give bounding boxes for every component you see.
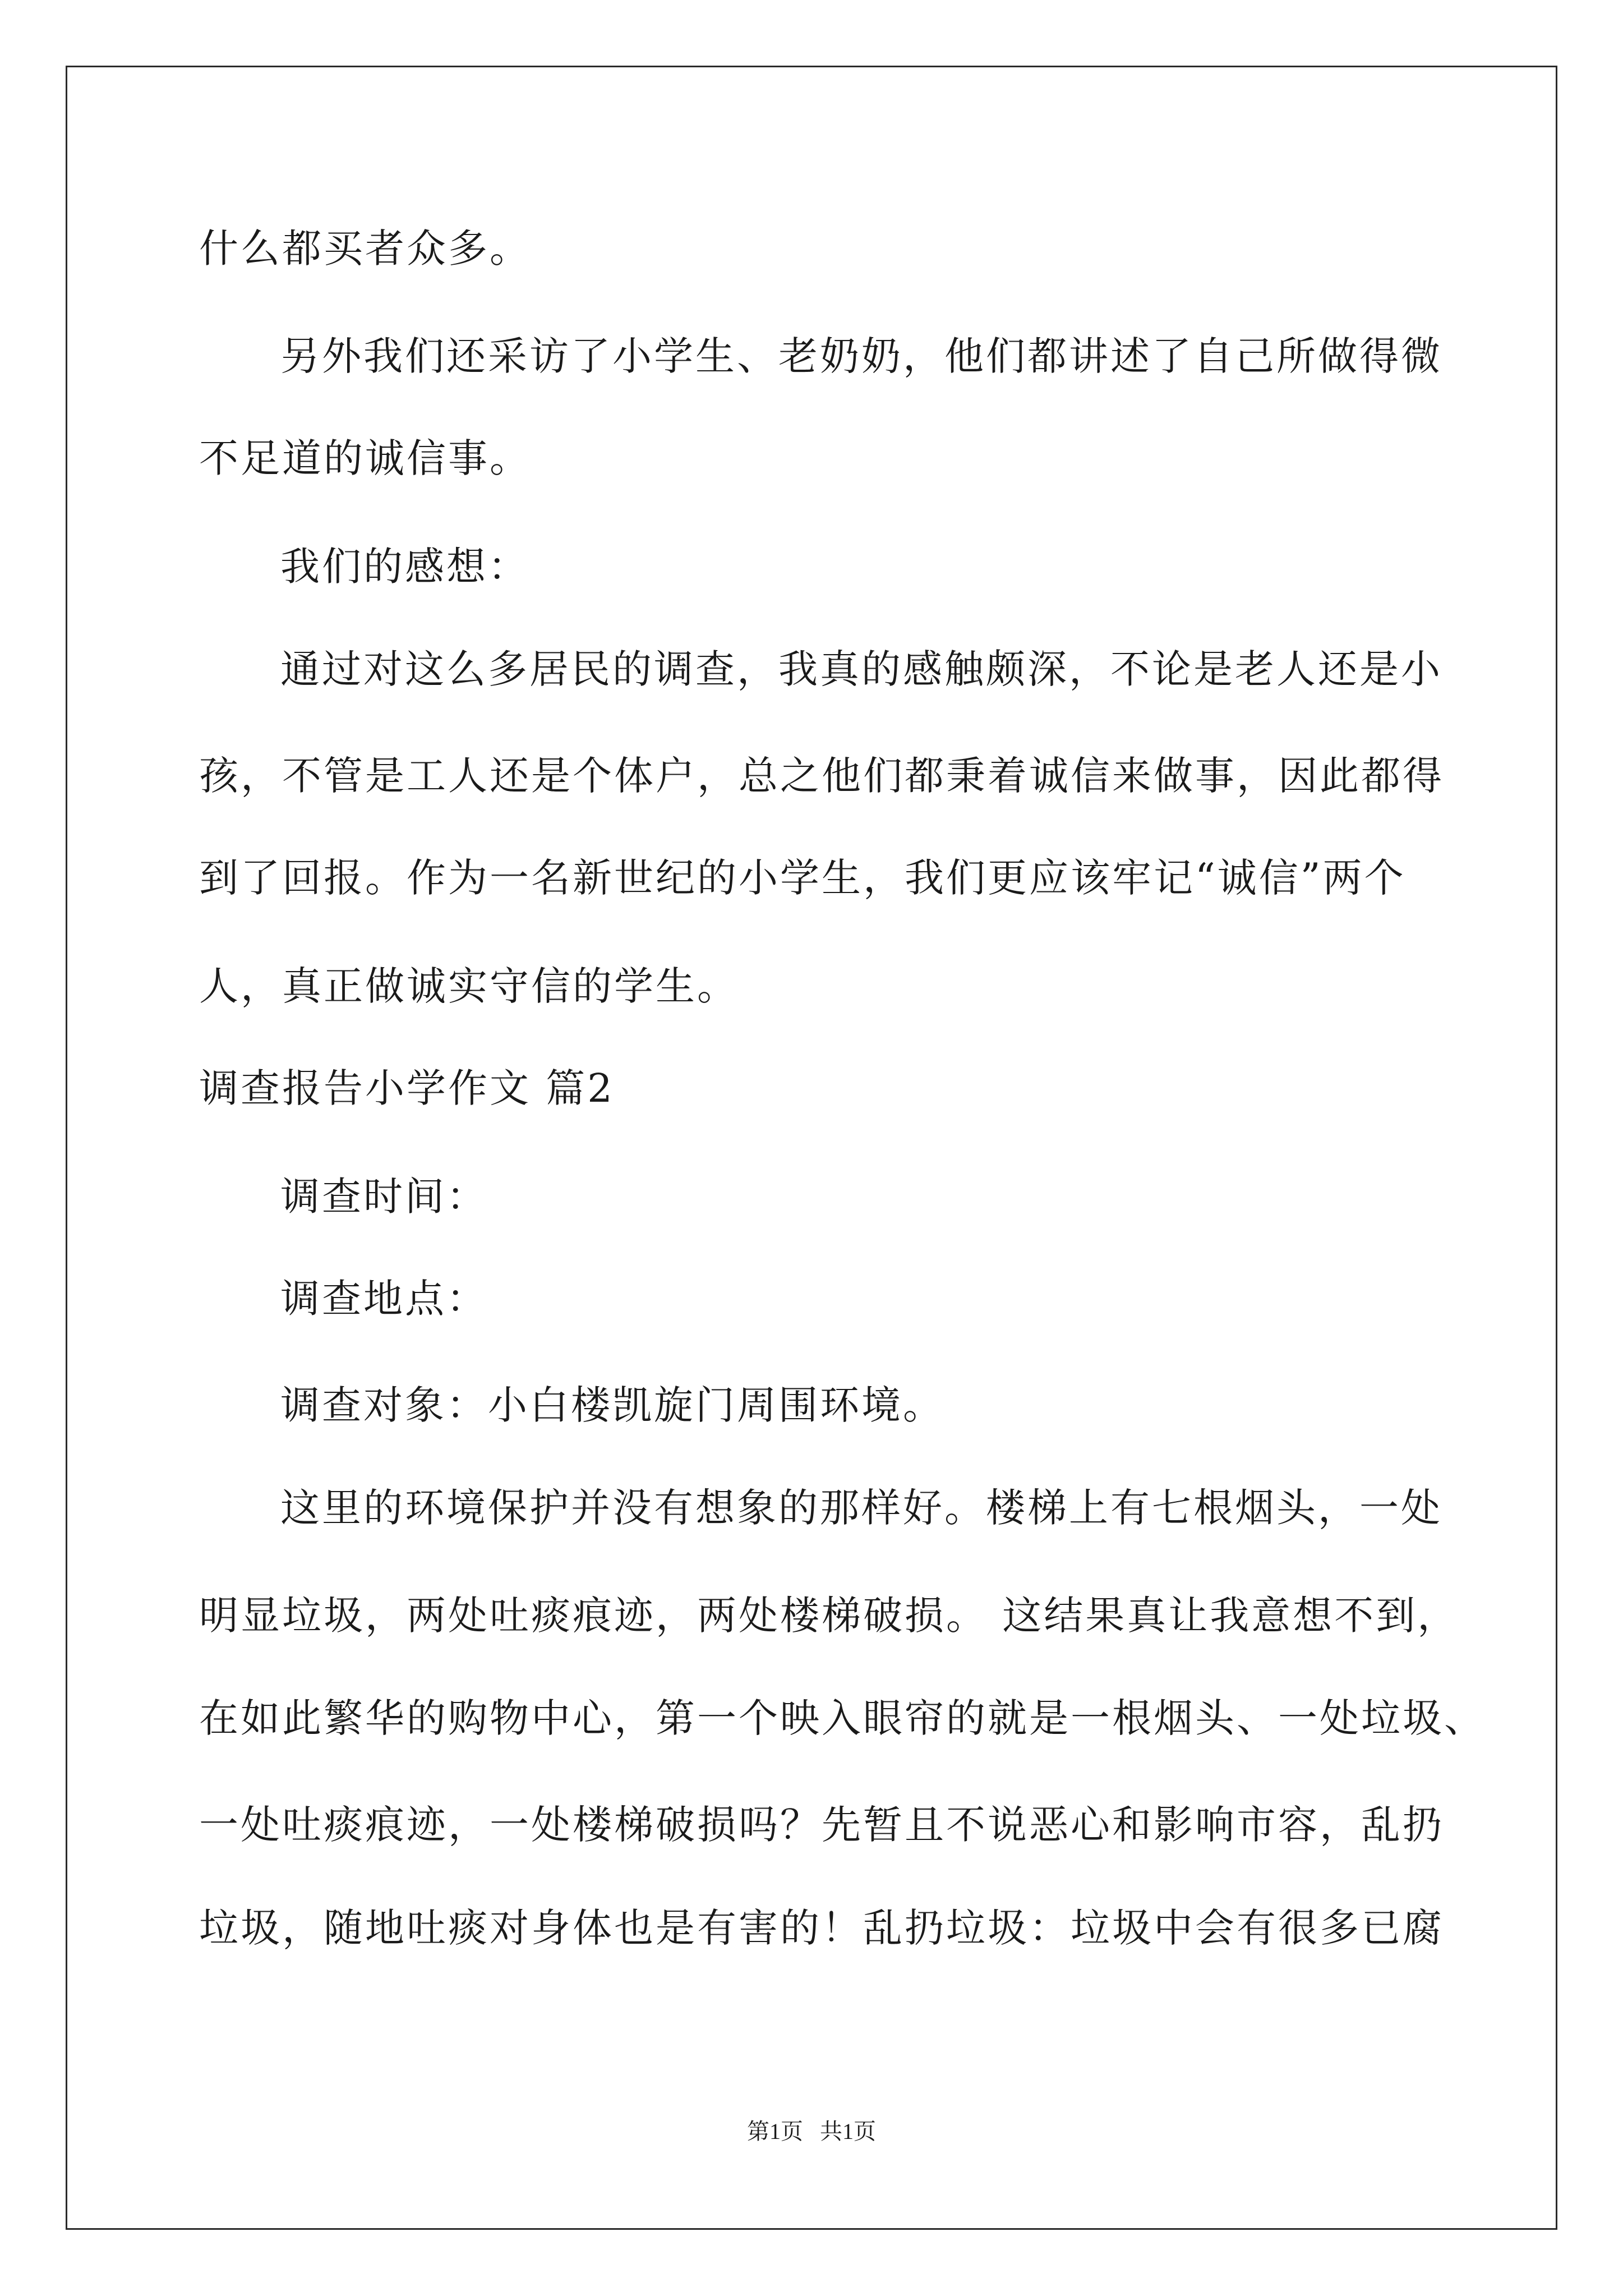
text-line: 人，真正做诚实守信的学生。: [199, 963, 739, 1009]
text-line: 到了回报。作为一名新世纪的小学生，我们更应该牢记“诚信”两个: [199, 855, 1406, 901]
text-line: 不足道的诚信事。: [199, 435, 531, 481]
paragraph-line: 这里的环境保护并没有想象的那样好。楼梯上有七根烟头，一处: [280, 1485, 1442, 1531]
field-label: 调查对象：小白楼凯旋门周围环境。: [280, 1382, 944, 1428]
page-number: 第1页 共1页: [747, 2119, 876, 2144]
paragraph-line: 通过对这么多居民的调查，我真的感触颇深，不论是老人还是小: [280, 646, 1442, 692]
text-line: 什么都买者众多。: [199, 226, 531, 272]
text-line: 孩，不管是工人还是个体户，总之他们都秉着诚信来做事，因此都得: [199, 753, 1444, 799]
section-title: 调查报告小学作文 篇2: [199, 1065, 615, 1111]
field-label: 调查地点：: [280, 1276, 488, 1322]
field-label: 调查时间：: [280, 1174, 488, 1220]
text-line: 一处吐痰痕迹，一处楼梯破损吗？先暂且不说恶心和影响市容，乱扔: [199, 1802, 1444, 1848]
text-line: 在如此繁华的购物中心，第一个映入眼帘的就是一根烟头、一处垃圾、: [199, 1695, 1486, 1741]
text-line: 明显垃圾，两处吐痰痕迹，两处楼梯破损。 这结果真让我意想不到，: [199, 1593, 1459, 1639]
paragraph-heading: 我们的感想：: [280, 544, 529, 590]
paragraph-line: 另外我们还采访了小学生、老奶奶，他们都讲述了自己所做得微: [280, 333, 1442, 379]
text-line: 垃圾，随地吐痰对身体也是有害的！乱扔垃圾：垃圾中会有很多已腐: [199, 1905, 1444, 1951]
